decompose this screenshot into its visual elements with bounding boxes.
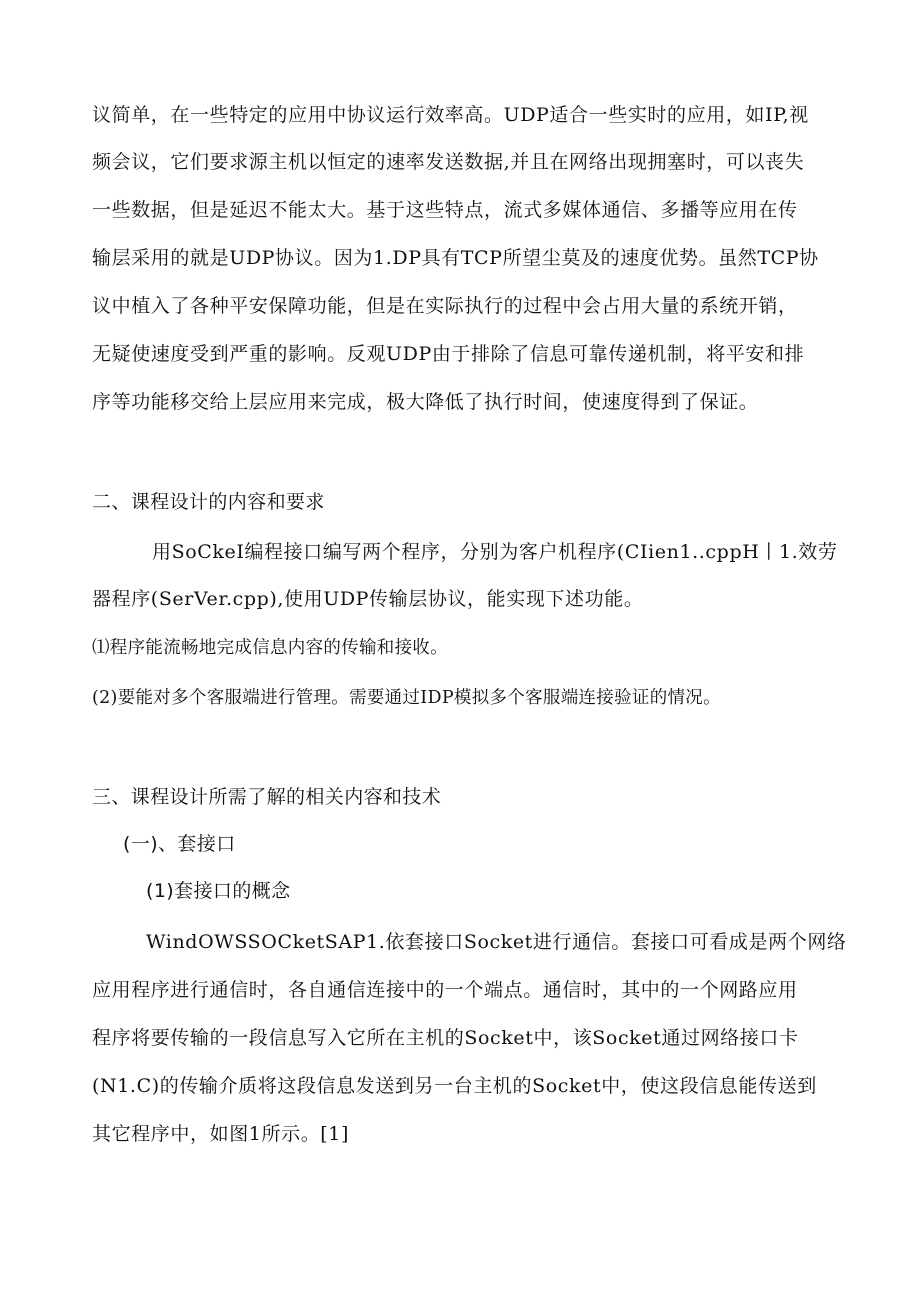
section2-paragraph-line-1: 用SoCkeI编程接口编写两个程序，分别为客户机程序(CIien1..cppH丨1.效劳: [152, 541, 838, 563]
section3-paragraph-line-5: 其它程序中，如图1所示。[1]: [92, 1123, 350, 1145]
section3-paragraph-line-4: (N1.C)的传输介质将这段信息发送到另一台主机的Socket中，使这段信息能传送到: [92, 1075, 817, 1097]
section3-paragraph-line-1: WindOWSSOCketSAP1.依套接口Socket进行通信。套接口可看成是两个网络: [146, 931, 847, 953]
section2-item-2: (2)要能对多个客服端进行管理。需要通过IDP模拟多个客服端连接验证的情况。: [92, 688, 721, 708]
intro-line-3: 一些数据，但是延迟不能太大。基于这些特点，流式多媒体通信、多播等应用在传: [92, 199, 798, 221]
intro-line-6: 无疑使速度受到严重的影响。反观UDP由于排除了信息可靠传递机制，将平安和排: [92, 343, 805, 365]
section2-paragraph-line-2: 器程序(SerVer.cpp),使用UDP传输层协议，能实现下述功能。: [92, 588, 644, 610]
intro-line-5: 议中植入了各种平安保障功能，但是在实际执行的过程中会占用大量的系统开销，: [92, 295, 798, 317]
intro-line-2: 频会议，它们要求源主机以恒定的速率发送数据,并且在网络出现拥塞时，可以丧失: [92, 151, 805, 173]
intro-line-1: 议简单，在一些特定的应用中协议运行效率高。UDP适合一些实时的应用，如IP,视: [92, 104, 809, 126]
section2-heading: 二、课程设计的内容和要求: [92, 491, 325, 513]
intro-line-7: 序等功能移交给上层应用来完成，极大降低了执行时间，使速度得到了保证。: [92, 391, 759, 413]
section3-paragraph-line-3: 程序将要传输的一段信息写入它所在主机的Socket中，该Socket通过网络接口卡: [92, 1027, 799, 1049]
section3-heading: 三、课程设计所需了解的相关内容和技术: [92, 786, 442, 808]
intro-line-4: 输层采用的就是UDP协议。因为1.DP具有TCP所望尘莫及的速度优势。虽然TCP协: [92, 247, 819, 269]
section2-item-1: ⑴程序能流畅地完成信息内容的传输和接收。: [92, 638, 448, 658]
section3-subheading: (一)、套接口: [123, 833, 236, 855]
section3-subsubheading: (1)套接口的概念: [146, 880, 291, 902]
section3-paragraph-line-2: 应用程序进行通信时，各自通信连接中的一个端点。通信时，其中的一个网路应用: [92, 979, 798, 1001]
